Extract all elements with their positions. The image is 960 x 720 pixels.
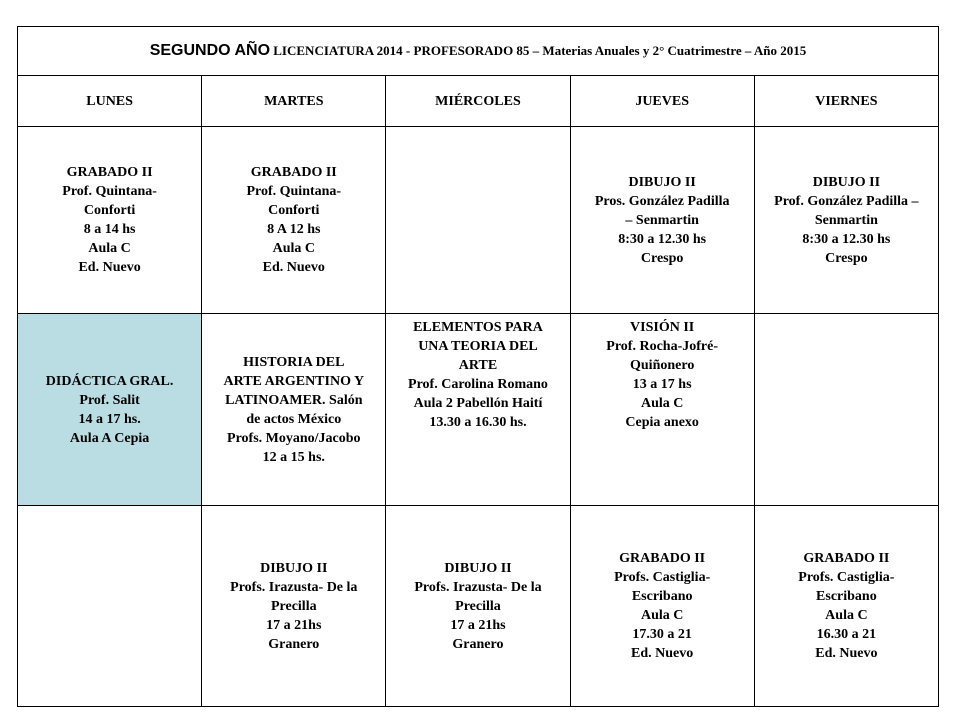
course-name: GRABADO II: [250, 165, 337, 180]
course-name: HISTORIA DEL: [243, 354, 345, 370]
course-detail: 17.30 a 21: [632, 627, 692, 642]
course-detail: Crespo: [825, 250, 868, 266]
course-detail: 16.30 a 21: [816, 627, 877, 642]
course-detail: Escribano: [816, 589, 877, 604]
course-detail: Ed. Nuevo: [631, 646, 694, 661]
course-name: DIBUJO II: [444, 560, 512, 576]
schedule-cell: [386, 506, 570, 707]
course-detail: Granero: [452, 636, 504, 652]
course-detail: Prof. Carolina Romano: [408, 377, 548, 392]
empty-cell: [754, 314, 938, 506]
course-detail: – Senmartin: [625, 212, 699, 228]
course-detail: Ed. Nuevo: [262, 260, 325, 275]
course-detail: 13 a 17 hs: [632, 377, 692, 392]
course-name: DIBUJO II: [260, 560, 328, 576]
course-detail: Crespo: [640, 250, 684, 266]
day-header-miercoles: MIÉRCOLES: [386, 76, 570, 127]
course-detail: Quiñonero: [630, 358, 695, 373]
course-detail: 12 a 15 hs.: [262, 449, 325, 465]
course-detail: 14 a 17 hs.: [78, 411, 141, 427]
schedule-cell: [754, 127, 938, 314]
schedule-cell: [202, 127, 386, 314]
course-detail: Profs. Castiglia-: [798, 570, 895, 585]
course-detail: Aula C: [272, 241, 315, 256]
course-detail: Precilla: [455, 598, 501, 614]
course-detail: Aula 2 Pabellón Haití: [413, 396, 543, 411]
course-detail: 8 a 14 hs: [83, 222, 136, 237]
course-detail: UNA TEORIA DEL: [418, 339, 538, 354]
course-detail: Ed. Nuevo: [78, 260, 141, 275]
title-cell: [18, 27, 939, 76]
course-detail: Cepia anexo: [625, 415, 699, 430]
course-detail: Prof. Rocha-Jofré-: [606, 339, 718, 354]
day-header-jueves: JUEVES: [570, 76, 754, 127]
day-header-martes: MARTES: [202, 76, 386, 127]
course-detail: ARTE: [458, 358, 498, 373]
course-name: VISIÓN II: [630, 320, 695, 335]
course-detail: Prof. Quintana-: [246, 184, 342, 199]
schedule-cell: [754, 506, 938, 707]
day-header-lunes: LUNES: [18, 76, 202, 127]
course-name: ELEMENTOS PARA: [413, 320, 543, 335]
course-detail: Profs. Irazusta- De la: [230, 579, 358, 595]
schedule-cell: [202, 506, 386, 707]
course-detail: Pros. González Padilla: [594, 193, 730, 209]
course-detail: 8 A 12 hs: [267, 222, 321, 237]
schedule-row: [18, 506, 939, 707]
course-detail: Aula C: [825, 608, 868, 623]
course-detail: Aula C: [640, 396, 684, 411]
title-main: SEGUNDO AÑO: [149, 42, 271, 59]
course-detail: Aula C: [88, 241, 131, 256]
course-detail: Conforti: [83, 203, 136, 218]
course-detail: 17 a 21hs: [450, 617, 506, 633]
course-detail: Escribano: [631, 589, 693, 604]
schedule-cell: [386, 314, 570, 506]
schedule-row: [18, 127, 939, 314]
course-detail: Aula C: [640, 608, 684, 623]
schedule-cell: [570, 506, 754, 707]
course-detail: de actos México: [246, 411, 342, 427]
course-detail: LATINOAMER. Salón: [225, 392, 363, 408]
schedule-cell: [570, 127, 754, 314]
empty-cell: [18, 506, 202, 707]
course-detail: 8:30 a 12.30 hs: [618, 231, 707, 247]
day-header-viernes: VIERNES: [754, 76, 938, 127]
course-name: DIBUJO II: [812, 174, 881, 190]
course-name: DIDÁCTICA GRAL.: [45, 373, 174, 389]
course-detail: 17 a 21hs: [266, 617, 322, 633]
schedule-cell: [570, 314, 754, 506]
course-name: GRABADO II: [803, 551, 890, 566]
course-detail: Granero: [268, 636, 320, 652]
course-detail: Profs. Castiglia-: [614, 570, 711, 585]
schedule-table: [17, 26, 939, 707]
schedule-row: [18, 314, 939, 506]
course-detail: Ed. Nuevo: [815, 646, 878, 661]
course-name: GRABADO II: [619, 551, 706, 566]
day-header-row: [18, 76, 939, 127]
course-detail: 8:30 a 12.30 hs: [802, 231, 891, 247]
title-rest: LICENCIATURA 2014 - PROFESORADO 85 – Materias Anuales y 2° Cuatrimestre – Año 2015: [270, 43, 807, 58]
course-detail: Aula A Cepia: [69, 430, 150, 446]
course-name: DIBUJO II: [628, 174, 696, 190]
course-detail: Profs. Moyano/Jacobo: [227, 430, 361, 446]
schedule-cell: [18, 127, 202, 314]
course-detail: Prof. Quintana-: [62, 184, 157, 199]
course-name: GRABADO II: [66, 165, 153, 180]
title-row: [18, 27, 939, 76]
course-detail: Senmartin: [814, 212, 878, 228]
empty-cell: [386, 127, 570, 314]
schedule-cell: [18, 314, 202, 506]
course-detail: 13.30 a 16.30 hs.: [429, 415, 527, 430]
course-detail: Precilla: [270, 598, 317, 614]
course-detail: Prof. González Padilla –: [774, 193, 919, 209]
schedule-cell: [202, 314, 386, 506]
course-detail: Profs. Irazusta- De la: [414, 579, 542, 595]
course-detail: Conforti: [268, 203, 320, 218]
course-detail: Prof. Salit: [79, 392, 140, 408]
course-detail: ARTE ARGENTINO Y: [223, 373, 365, 389]
